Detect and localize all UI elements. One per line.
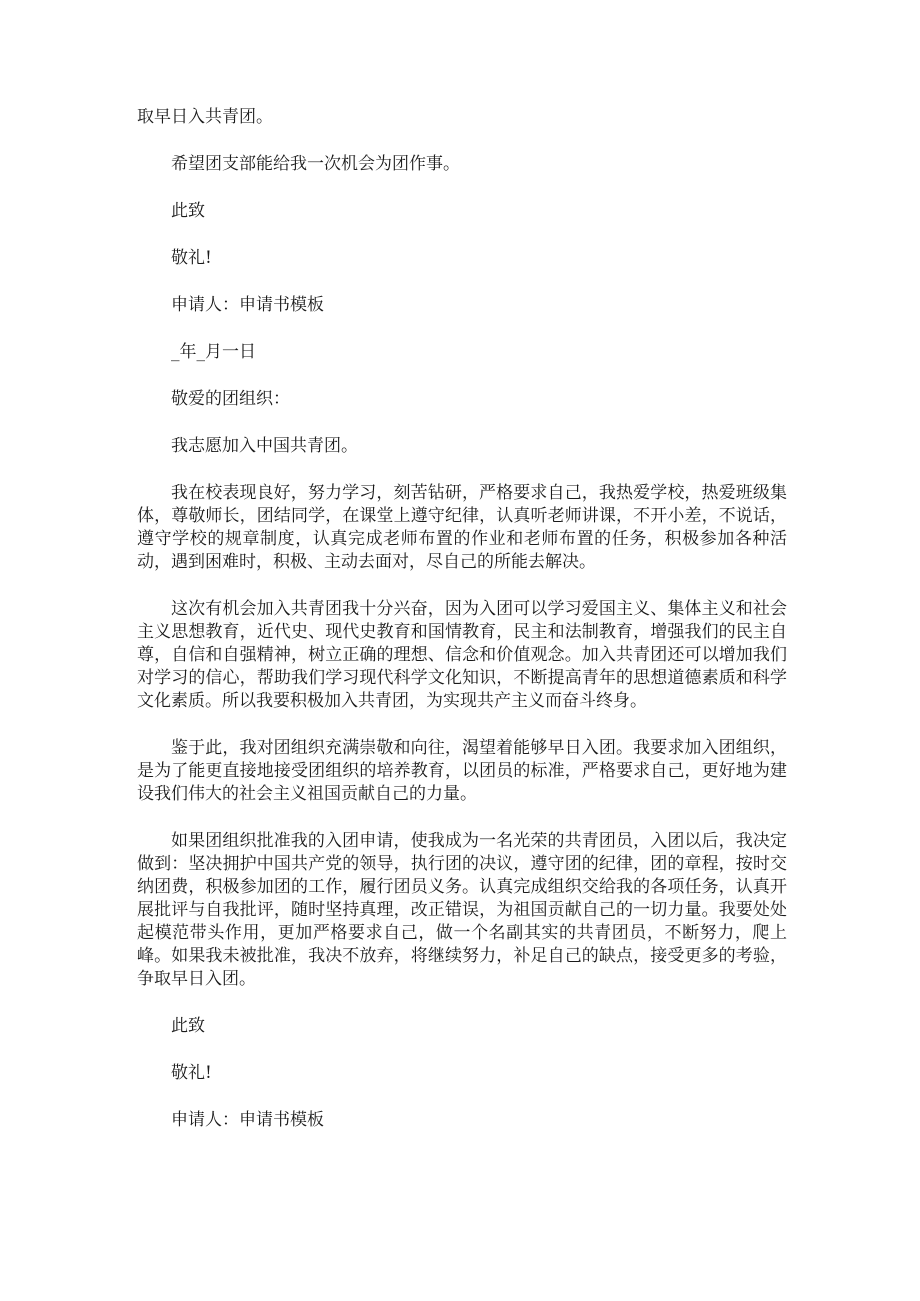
paragraph-intent: 我志愿加入中国共青团。 [171, 436, 358, 456]
closing-cizhi: 此致 [171, 201, 205, 221]
applicant-line-2: 申请人：申请书模板 [171, 1110, 324, 1130]
paragraph-hope: 希望团支部能给我一次机会为团作事。 [171, 154, 460, 174]
document-body [137, 106, 787, 1156]
paragraph-school-performance: 我在校表现良好，努力学习，刻苦钻研，严格要求自己，我热爱学校，热爱班级集体，尊敬师长，团结同学，在课堂上遵守纪律，认真听老师讲课，不开小差，不说话，遵守学校的规章制度，认真完成老师布置的作业和老师布置的任务，积极参加各种活动，遇到困难时，积极、主动去面对，尽自己的所能去解决。 [137, 483, 787, 572]
closing-cizhi-2: 此致 [171, 1016, 205, 1036]
date-line: _年_月一日 [171, 342, 256, 362]
applicant-line: 申请人：申请书模板 [171, 295, 324, 315]
paragraph-continuation: 取早日入共青团。 [137, 107, 273, 127]
salutation: 敬爱的团组织： [171, 389, 290, 409]
paragraph-aspiration: 鉴于此，我对团组织充满崇敬和向往，渴望着能够早日入团。我要求加入团组织，是为了能更直接地接受团组织的培养教育，以团员的标准，严格要求自己，更好地为建设我们伟大的社会主义祖国贡献自己的力量。 [137, 738, 787, 804]
paragraph-motivation: 这次有机会加入共青团我十分兴奋，因为入团可以学习爱国主义、集体主义和社会主义思想教育，近代史、现代史教育和国情教育，民主和法制教育，增强我们的民主自尊，自信和自强精神，树立正确的理想、信念和价值观念。加入共青团还可以增加我们对学习的信心，帮助我们学习现代科学文化知识，不断提高青年的思想道德素质和科学文化素质。所以我要积极加入共青团，为实现共产主义而奋斗终身。 [137, 599, 787, 711]
closing-jingli: 敬礼! [171, 248, 212, 268]
paragraph-commitment: 如果团组织批准我的入团申请，使我成为一名光荣的共青团员，入团以后，我决定做到：坚决拥护中国共产党的领导，执行团的决议，遵守团的纪律，团的章程，按时交纳团费，积极参加团的工作，履行团员义务。认真完成组织交给我的各项任务，认真开展批评与自我批评，随时坚持真理，改正错误，为祖国贡献自己的一切力量。我要处处起模范带头作用，更加严格要求自己，做一个名副其实的共青团员，不断努力，爬上峰。如果我未被批准，我决不放弃，将继续努力，补足自己的缺点，接受更多的考验，争取早日入团。 [137, 831, 787, 989]
closing-jingli-2: 敬礼! [171, 1063, 212, 1083]
